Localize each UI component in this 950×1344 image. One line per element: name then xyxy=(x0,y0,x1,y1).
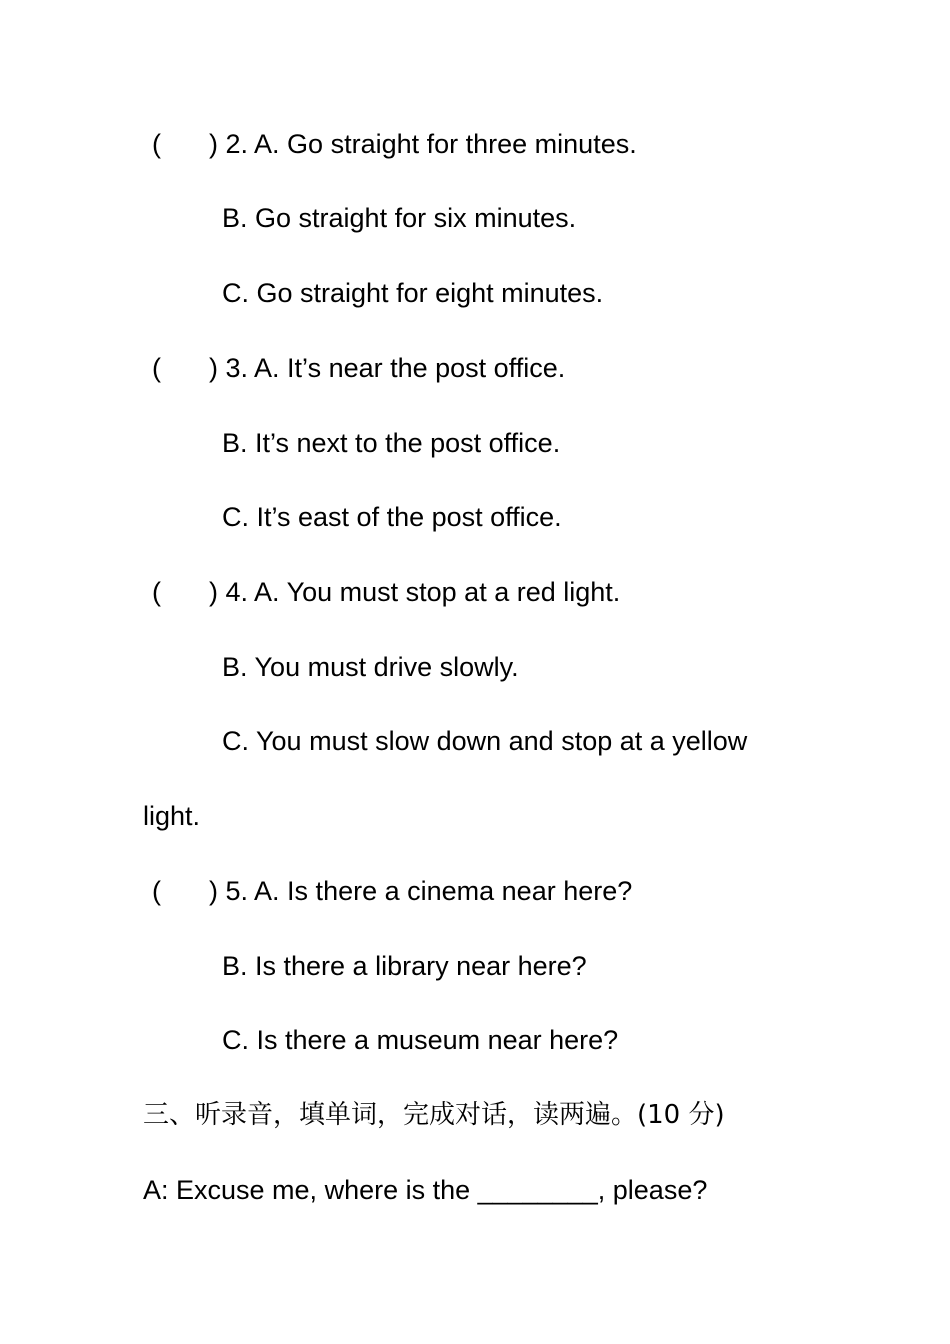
question-4-stem: ( ) 4. A. You must stop at a red light. xyxy=(152,577,621,607)
option-a: A. Is there a cinema near here? xyxy=(254,876,633,906)
question-3-option-c: C. It’s east of the post office. xyxy=(222,502,562,532)
dialogue-line-1: A: Excuse me, where is the ________, please? xyxy=(143,1175,708,1205)
question-number: 4. xyxy=(225,577,249,607)
option-a: A. It’s near the post office. xyxy=(254,353,566,383)
question-5-stem: ( ) 5. A. Is there a cinema near here? xyxy=(152,876,633,906)
question-5-option-b: B. Is there a library near here? xyxy=(222,951,587,981)
question-3-stem: ( ) 3. A. It’s near the post office. xyxy=(152,353,566,383)
question-4-option-b: B. You must drive slowly. xyxy=(222,652,519,682)
question-4-option-c-continuation: light. xyxy=(143,801,201,831)
question-3-option-b: B. It’s next to the post office. xyxy=(222,428,561,458)
question-4-option-c: C. You must slow down and stop at a yellow xyxy=(222,726,748,756)
question-2-stem: ( ) 2. A. Go straight for three minutes. xyxy=(152,129,637,159)
question-number: 2. xyxy=(225,129,249,159)
question-number: 5. xyxy=(225,876,249,906)
question-2-option-b: B. Go straight for six minutes. xyxy=(222,203,577,233)
question-2-option-c: C. Go straight for eight minutes. xyxy=(222,278,604,308)
section-heading: 三、听录音，填单词，完成对话，读两遍。(10 分) xyxy=(143,1100,725,1130)
option-a: A. You must stop at a red light. xyxy=(254,577,621,607)
question-5-option-c: C. Is there a museum near here? xyxy=(222,1025,619,1055)
question-number: 3. xyxy=(225,353,249,383)
option-a: A. Go straight for three minutes. xyxy=(254,129,637,159)
